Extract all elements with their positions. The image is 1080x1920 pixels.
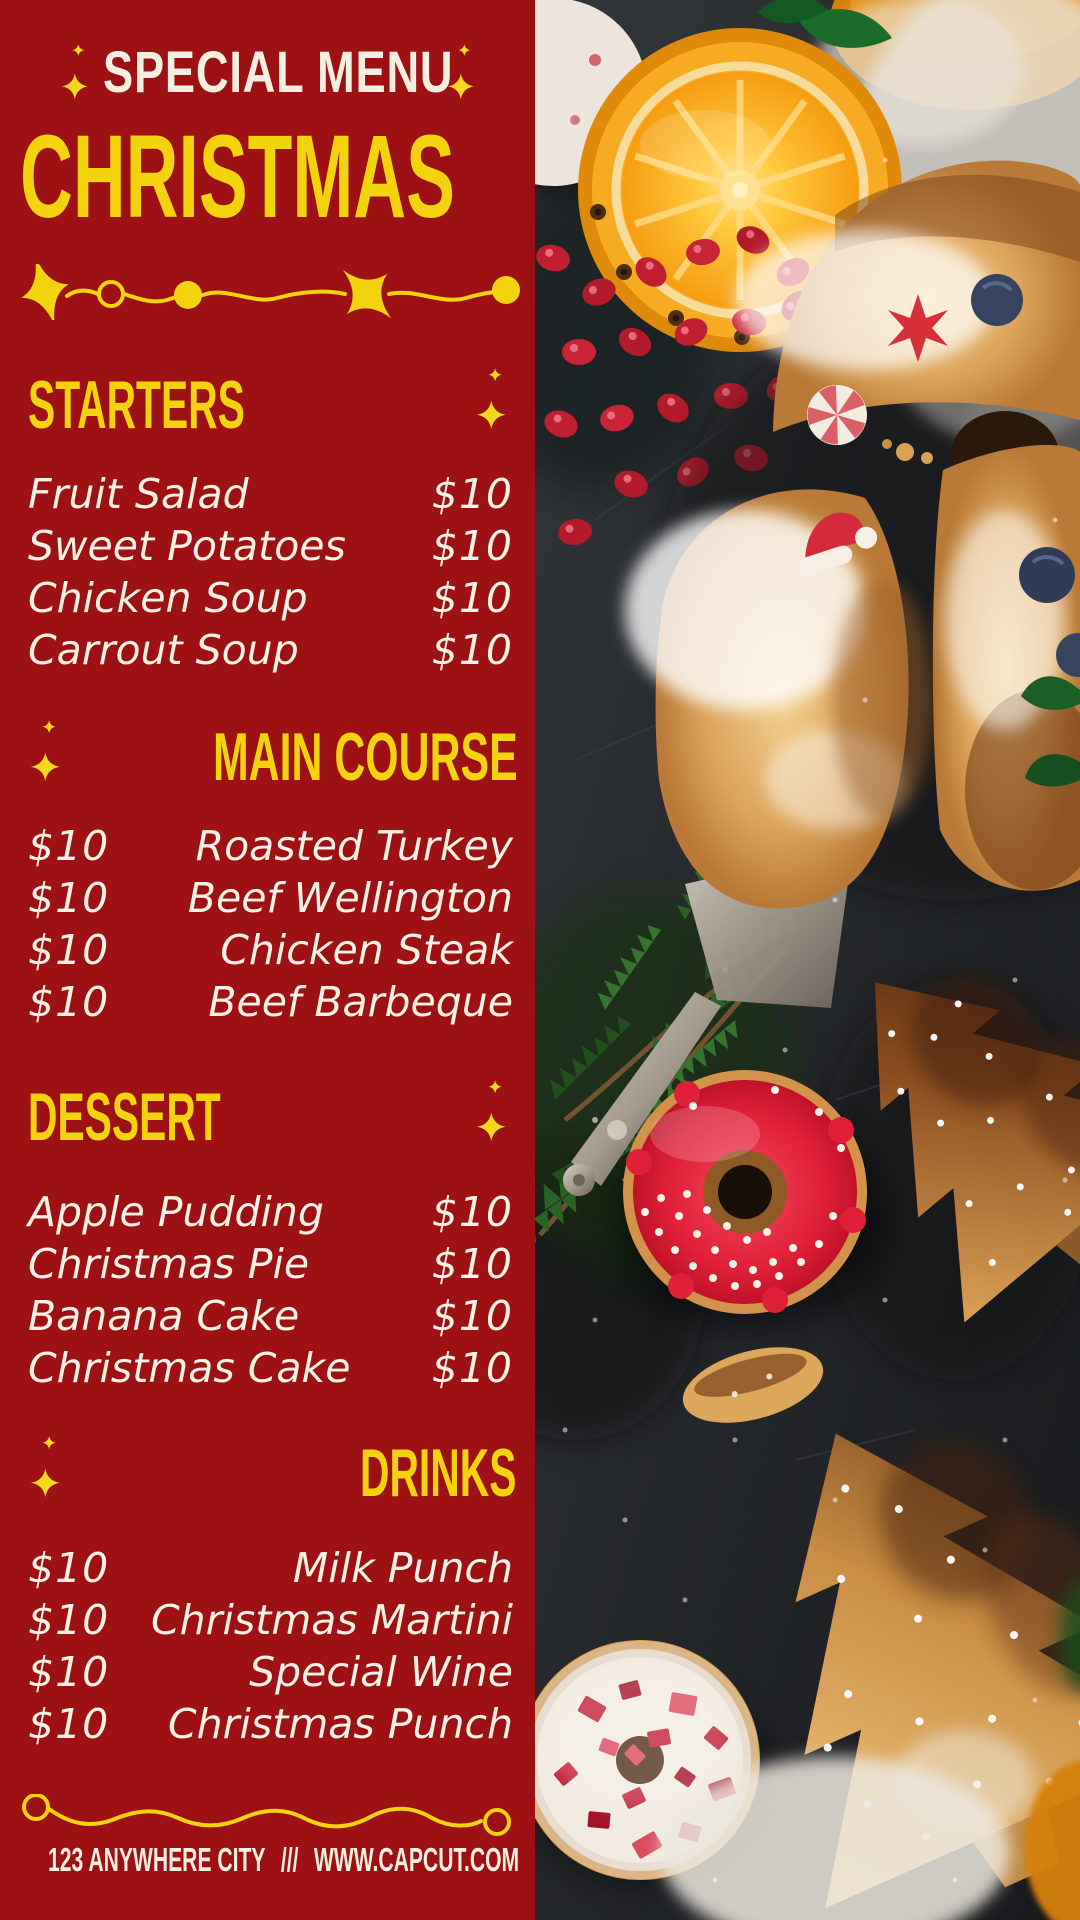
section-dessert	[28, 1079, 513, 1394]
item-name: Special Wine	[249, 1648, 513, 1696]
menu-item-row	[28, 976, 513, 1028]
dessert-heading-row	[28, 1079, 513, 1155]
title-box	[0, 111, 535, 243]
item-name: Sweet Potatoes	[28, 522, 346, 570]
menu-item-row	[28, 520, 513, 572]
item-price: $10	[431, 1188, 513, 1236]
footer	[0, 1842, 535, 1878]
footer-wave-ornament	[20, 1794, 516, 1843]
header-kicker-row	[0, 42, 535, 104]
item-name: Milk Punch	[292, 1544, 513, 1592]
item-price: $10	[28, 926, 110, 974]
menu-item-row	[28, 1698, 513, 1750]
menu-item-row	[28, 1594, 513, 1646]
item-price: $10	[28, 822, 110, 870]
item-name: Apple Pudding	[28, 1188, 324, 1236]
footer-website: WWW.CAPCUT.COM	[313, 1841, 519, 1878]
item-price: $10	[28, 1596, 110, 1644]
menu-item-row	[28, 1238, 513, 1290]
item-name: Chicken Steak	[220, 926, 513, 974]
item-name: Beef Barbeque	[208, 978, 513, 1026]
item-name: Fruit Salad	[28, 470, 249, 518]
menu-item-row	[28, 820, 513, 872]
item-price: $10	[28, 1544, 110, 1592]
item-price: $10	[431, 626, 513, 674]
starters-heading: STARTERS	[28, 367, 245, 443]
dessert-heading: DESSERT	[28, 1079, 221, 1155]
menu-item-row	[28, 1342, 513, 1394]
footer-address: 123 ANYWHERE CITY	[47, 1841, 266, 1878]
item-name: Carrout Soup	[28, 626, 299, 674]
sparkle-icon	[61, 44, 89, 102]
starters-heading-row	[28, 367, 513, 443]
drinks-heading: DRINKS	[360, 1435, 517, 1511]
item-price: $10	[28, 1648, 110, 1696]
menu-item-row	[28, 1646, 513, 1698]
footer-separator: ///	[280, 1841, 298, 1878]
drinks-heading-row	[28, 1435, 517, 1511]
sparkle-icon	[476, 368, 507, 432]
sparkle-icon	[30, 720, 61, 784]
christmas-food-photo	[535, 0, 1080, 1920]
menu-item-row	[28, 872, 513, 924]
item-name: Banana Cake	[28, 1292, 300, 1340]
item-price: $10	[431, 1344, 513, 1392]
section-drinks	[28, 1435, 517, 1750]
menu-kicker: SPECIAL MENU	[102, 40, 453, 105]
sparkle-icon	[476, 1080, 507, 1144]
menu-item-row	[28, 924, 513, 976]
kicker-wrap	[102, 40, 453, 105]
item-price: $10	[431, 1240, 513, 1288]
item-price: $10	[431, 1292, 513, 1340]
menu-panel	[0, 0, 535, 1920]
item-price: $10	[431, 522, 513, 570]
section-main-course	[28, 719, 518, 1028]
main-course-heading-row	[28, 719, 518, 795]
section-starters	[28, 367, 513, 676]
item-name: Christmas Pie	[28, 1240, 310, 1288]
item-price: $10	[431, 574, 513, 622]
item-name: Christmas Punch	[168, 1700, 513, 1748]
menu-item-row	[28, 1542, 513, 1594]
item-name: Roasted Turkey	[195, 822, 513, 870]
item-name: Chicken Soup	[28, 574, 308, 622]
menu-item-row	[28, 572, 513, 624]
menu-item-row	[28, 468, 513, 520]
item-name: Christmas Martini	[151, 1596, 513, 1644]
item-price: $10	[28, 1700, 110, 1748]
menu-item-row	[28, 624, 513, 676]
sparkle-icon	[30, 1436, 61, 1500]
item-price: $10	[28, 874, 110, 922]
main-course-heading: MAIN COURSE	[213, 719, 518, 795]
item-price: $10	[431, 470, 513, 518]
item-price: $10	[28, 978, 110, 1026]
menu-item-row	[28, 1186, 513, 1238]
item-name: Beef Wellington	[187, 874, 513, 922]
menu-item-row	[28, 1290, 513, 1342]
item-name: Christmas Cake	[28, 1344, 351, 1392]
divider-ornament	[15, 264, 520, 325]
page-title: CHRISTMAS	[20, 111, 455, 243]
